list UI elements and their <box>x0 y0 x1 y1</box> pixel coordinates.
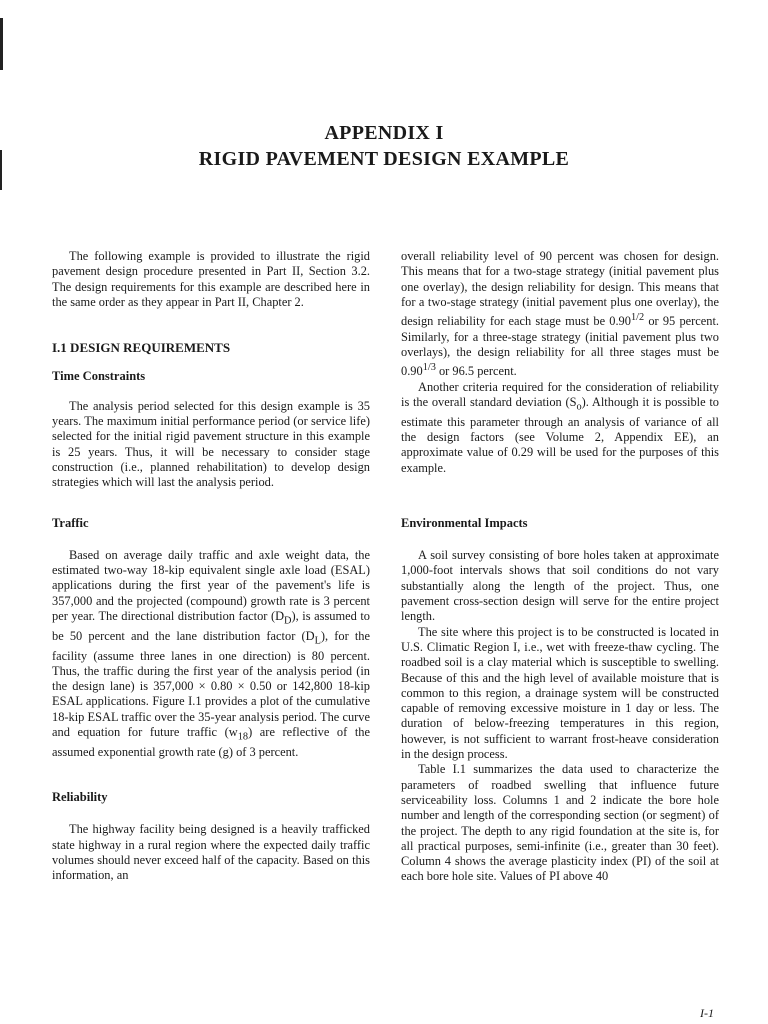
traffic-text: ), is assumed to be 50 percent and the lane distribution factor (D <box>52 609 370 643</box>
superscript: 1/2 <box>630 312 645 324</box>
superscript: 1/3 <box>422 362 436 374</box>
environmental-paragraph-3: Table I.1 summarizes the data used to characterize the parameters of roadbed swelling that influence future serviceability loss. Columns 1 and 2 indicate the bore hole number and length of the corresponding section (or segment) of the project. The depth to any rigid foundation at the site is, for all practical purposes, semi-infinite (i.e., greater than 30 feet). Column 4 shows the average plasticity index (PI) of the soil at each bore hole site. Values of PI above 40 <box>401 762 719 884</box>
left-column <box>52 249 370 884</box>
subscript: o <box>576 401 582 413</box>
reliability-continued-paragraph <box>401 249 719 380</box>
environmental-paragraph-1: A soil survey consisting of bore holes taken at approximate 1,000-foot intervals shows that soil conditions do not vary substantially along the length of the project. Thus, one pavement cross-section design will serve for the entire project length. <box>401 548 719 624</box>
subscript: L <box>314 635 321 647</box>
reliability-text: ). Although it is possible to estimate this parameter through an analysis of variance of all the design factors (see Volume 2, Appendix EE), an approximate value of 0.29 will be used for the purposes of this example. <box>401 394 719 475</box>
traffic-text: ), for the facility (assume three lanes in one direction) is 80 percent. Thus, the traffic during the first year of the analysis period (in the design lane) is 357,000 × 0.80 × 0.50 or 142,800 18-kip ESAL applications. Figure I.1 provides a plot of the cumulative 18-kip ESAL traffic over the 35-year analysis period. The curve and equation for future traffic (w <box>52 628 370 740</box>
reliability-text: Another criteria required for the consideration of reliability is the overall standard deviation (S <box>401 379 719 409</box>
traffic-text: Based on average daily traffic and axle weight data, the estimated two-way 18-kip equivalent single axle load (ESAL) applications during the first year of the pavement's life is 357,000 and the projected (compound) growth rate is 3 percent per year. The directional distribution factor (D <box>52 547 370 624</box>
scan-edge-mark <box>0 18 3 70</box>
reliability-text: overall reliability level of 90 percent was chosen for design. This means that for a two-stage strategy (initial pavement plus one overlay), the design reliability for design. This means that for a two-stage strategy (initial pavement plus one overlay), the design reliability for each stage must be 0.90 <box>401 249 719 329</box>
reliability-text: or 95 percent. Similarly, for a three-stage strategy (initial pavement plus two overlays), the design reliability for all three stages must be 0.90 <box>401 314 720 379</box>
traffic-text: ) are reflective of the assumed exponential growth rate (g) of 3 percent. <box>52 725 370 759</box>
section-heading: I.1 DESIGN REQUIREMENTS <box>52 340 231 356</box>
reliability-paragraph: The highway facility being designed is a heavily trafficked state highway in a rural region where the expected daily traffic volumes should never exceed half of the capacity. Based on this information, an <box>52 822 370 883</box>
title-line-1: APPENDIX I <box>324 122 444 144</box>
subscript: 18 <box>237 731 249 743</box>
page-number: I-1 <box>700 1006 714 1020</box>
time-constraints-heading: Time Constraints <box>52 369 146 384</box>
page-title <box>0 120 768 172</box>
subscript: D <box>284 615 292 627</box>
intro-paragraph: The following example is provided to illustrate the rigid pavement design procedure presented in Part II, Section 3.2. The design requirements for this example are described here in the same order as they appear in Part II, Chapter 2. <box>52 249 370 309</box>
traffic-paragraph <box>52 548 370 760</box>
environmental-impacts-heading: Environmental Impacts <box>401 515 528 530</box>
title-line-2: RIGID PAVEMENT DESIGN EXAMPLE <box>198 148 570 170</box>
traffic-heading: Traffic <box>52 515 89 530</box>
right-column <box>401 249 719 885</box>
reliability-heading: Reliability <box>52 790 108 805</box>
environmental-paragraph-2: The site where this project is to be constructed is located in U.S. Climatic Region I, i.e., wet with freeze-thaw cycling. The roadbed soil is a clay material which is susceptible to swelling. Because of this and the high level of available moisture that is common to this region, a drainage system will be constructed capable of removing excessive moisture in 1 day or less. The duration of below-freezing temperatures in this region, however, is not sufficient to warrant frost-heave consideration in the design process. <box>401 624 719 762</box>
standard-deviation-paragraph <box>401 380 719 476</box>
time-constraints-paragraph: The analysis period selected for this design example is 35 years. The maximum initial performance period (or service life) selected for the initial rigid pavement structure in this example is 25 years. Thus, it will be necessary to consider stage construction (i.e., planned rehabilitation) to develop design strategies which will last the analysis period. <box>52 398 370 490</box>
reliability-text: or 96.5 percent. <box>435 364 517 379</box>
